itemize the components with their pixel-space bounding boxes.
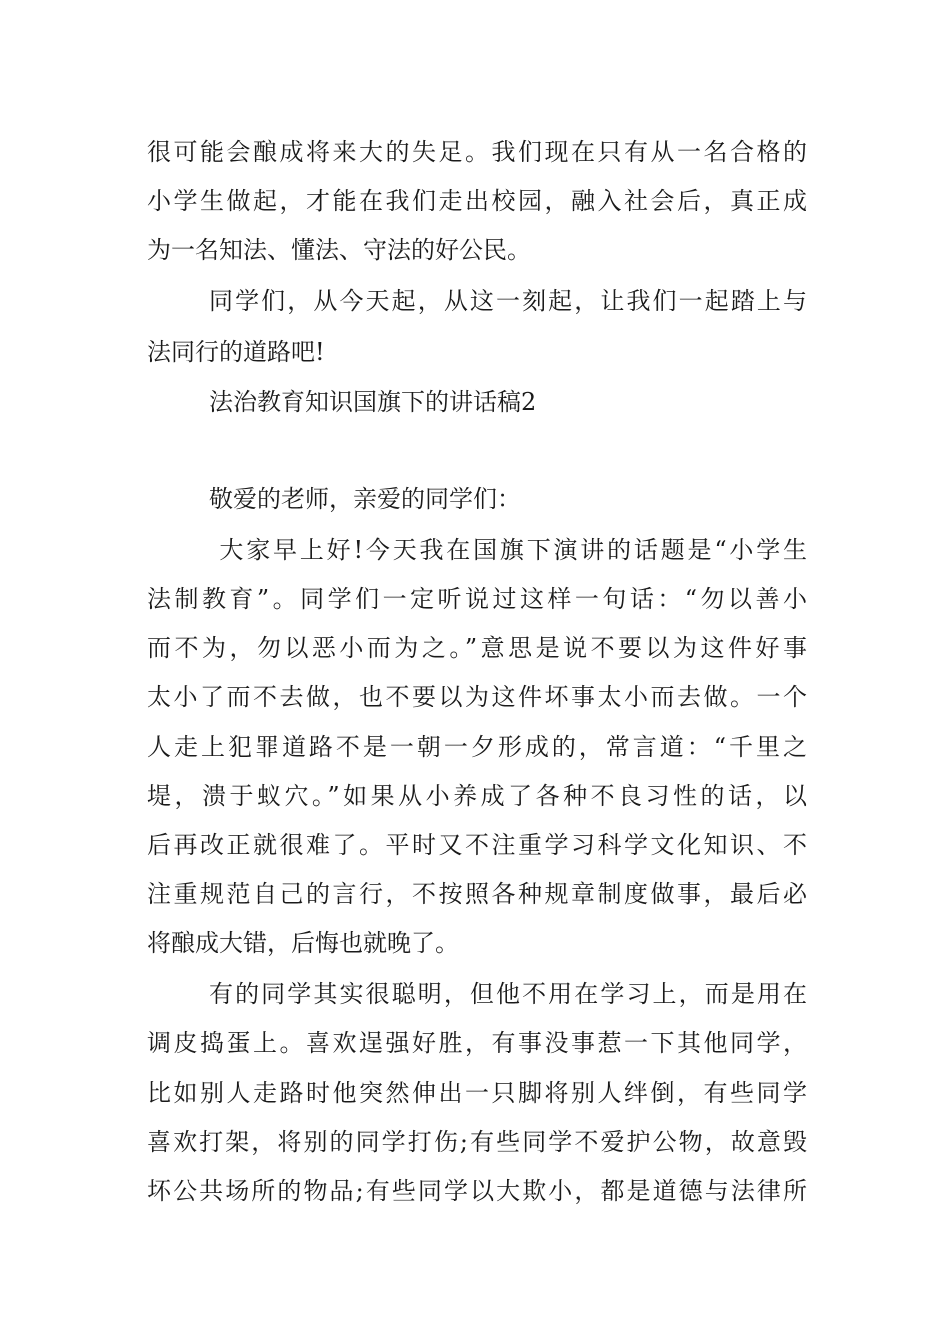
text-line: 而不为，勿以恶小而为之。”意思是说不要以为这件好事: [147, 634, 807, 662]
text-line: 法制教育”。同学们一定听说过这样一句话：“勿以善小: [147, 585, 807, 613]
text-line: 将酿成大错，后悔也就晚了。: [147, 929, 459, 957]
text-line: 喜欢打架，将别的同学打伤;有些同学不爱护公物，故意毁: [147, 1128, 807, 1156]
salutation: 敬爱的老师，亲爱的同学们：: [209, 485, 521, 513]
text-line: 法同行的道路吧!: [147, 338, 325, 366]
text-line: 很可能会酿成将来大的失足。我们现在只有从一名合格的: [147, 138, 807, 166]
text-line: 后再改正就很难了。平时又不注重学习科学文化知识、不: [147, 831, 807, 859]
text-line: 为一名知法、懂法、守法的好公民。: [147, 236, 531, 264]
text-line: 有的同学其实很聪明，但他不用在学习上，而是用在: [209, 980, 807, 1008]
text-line: 坏公共场所的物品;有些同学以大欺小，都是道德与法律所: [147, 1177, 807, 1205]
text-line: 大家早上好!今天我在国旗下演讲的话题是“小学生: [209, 536, 807, 564]
text-line: 人走上犯罪道路不是一朝一夕形成的，常言道：“千里之: [147, 733, 807, 761]
text-line: 堤，溃于蚁穴。”如果从小养成了各种不良习性的话，以: [147, 782, 807, 810]
text-line: 太小了而不去做，也不要以为这件坏事太小而去做。一个: [147, 683, 807, 711]
text-line: 注重规范自己的言行，不按照各种规章制度做事，最后必: [147, 880, 807, 908]
section-heading: 法治教育知识国旗下的讲话稿2: [209, 388, 537, 416]
text-line: 小学生做起，才能在我们走出校园，融入社会后，真正成: [147, 187, 807, 215]
text-line: 同学们，从今天起，从这一刻起，让我们一起踏上与: [209, 287, 807, 315]
text-line: 调皮捣蛋上。喜欢逞强好胜，有事没事惹一下其他同学，: [147, 1029, 807, 1057]
text-line: 比如别人走路时他突然伸出一只脚将别人绊倒，有些同学: [147, 1079, 807, 1107]
